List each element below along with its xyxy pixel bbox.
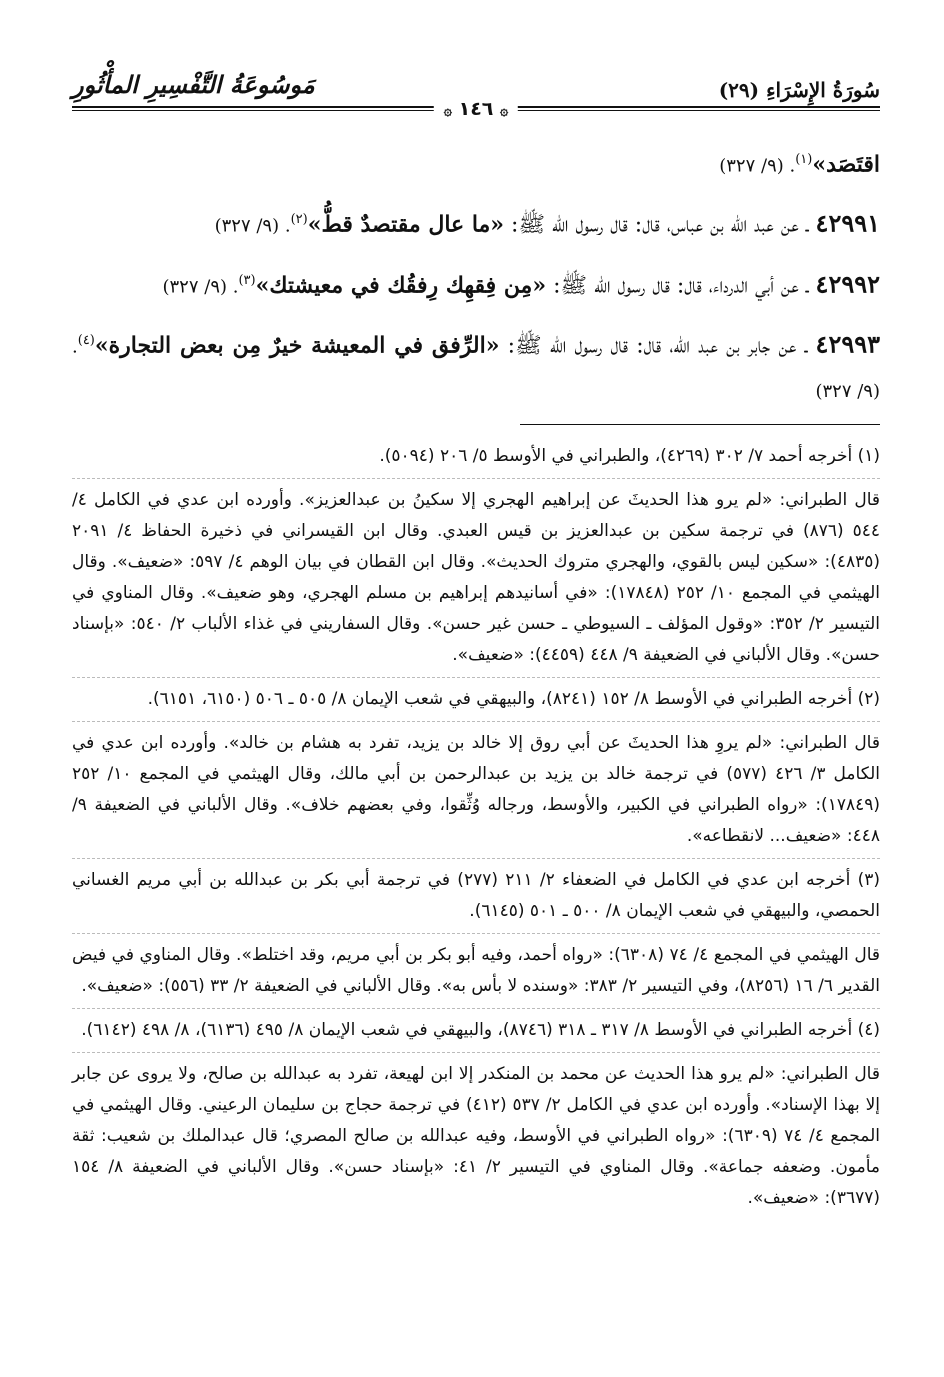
hadith-entry (72, 319, 880, 414)
footnote-commentary: قال الطبراني: «لم يرو هذا الحديث عن محمد بن المنكدر إلا ابن لهيعة، تفرد به عبدالله بن صالح، ولا يروى عن جابر إلا بهذا الإسناد». وأورده ابن عدي في الكامل ٢/ ٥٣٧ (٤١٢) في ترجمة حجاج بن سليمان الرعيني. وقال الهيثمي في المجمع ٤/ ٧٤ (٦٣٠٩): «رواه الطبراني في الأوسط، وفيه عبدالله بن صالح المصري؛ قال عبدالملك بن شعيب: ثقة مأمون. وضعفه جماعة». وقال المناوي في التيسير ٢/ ٤١: «بإسناد حسن». وقال الألباني في الضعيفة ٨/ ١٥٤ (٣٦٧٧): «ضعيف». (72, 1064, 880, 1209)
footnote-source: (٢) أخرجه الطبراني في الأوسط ٨/ ١٥٢ (٨٢٤١)، والبيهقي في شعب الإيمان ٨/ ٥٠٥ ـ ٥٠٦ (٦١٥٠، ٦١٥١). (147, 689, 880, 710)
entry-chain: ـ عن أبي الدرداء، قال: قال رسول الله ﷺ: (546, 272, 816, 298)
footnote-divider (72, 1008, 880, 1009)
footnote-marker: (٢) (290, 212, 308, 228)
hadith-quote: اقتَصَد» (812, 151, 880, 178)
volume-reference: . (٩/ ٣٢٧) (214, 215, 291, 237)
footnote-divider (72, 478, 880, 479)
footnote-marker: (٤) (77, 332, 95, 348)
hadith-entry (72, 198, 880, 248)
footnote-divider (72, 1052, 880, 1053)
footnote-marker: (١) (795, 152, 813, 167)
entry-number: ٤٢٩٩١ (815, 208, 880, 238)
main-text (72, 138, 880, 414)
footnote-divider (72, 858, 880, 859)
volume-reference: . (٩/ ٣٢٧) (162, 275, 239, 297)
book-title: مَوسُوعَةُ التَّفْسِيرِ المأْثُورِ (72, 70, 315, 99)
footnote-commentary: قال الهيثمي في المجمع ٤/ ٧٤ (٦٣٠٨): «رواه أحمد، وفيه أبو بكر بن أبي مريم، وقد اختلط». وقال المناوي في فيض القدير ٦/ ١٦ (٨٢٥٦)، وفي التيسير ٢/ ٣٨٣: «وسنده لا بأس به». وقال الألباني في الضعيفة ٢/ ٣٣ (٥٥٦): «ضعيف». (72, 945, 880, 997)
entry-number: ٤٢٩٩٣ (815, 329, 880, 359)
hadith-entry (72, 259, 880, 309)
hadith-quote: «مِن فِقهِك رِفقُك في معيشتك» (255, 271, 547, 298)
footnote-commentary: قال الطبراني: «لم يروِ هذا الحديثَ عن أبي روق إلا خالد بن يزيد، تفرد به هشام بن خالد». وأورده ابن عدي في الكامل ٣/ ٤٢٦ (٥٧٧) في ترجمة خالد بن يزيد بن عبدالرحمن بن أبي مالك، وقال الهيثمي في المجمع ١٠/ ٢٥٢ (١٧٨٤٩): «رواه الطبراني في الكبير، والأوسط، ورجاله وُثِّقوا، وفي بعضهم خلاف». وقال الألباني في الضعيفة ٩/ ٤٤٨: «ضعيف... لانقطاعه». (72, 733, 880, 847)
running-header (72, 60, 880, 120)
volume-reference: . (٩/ ٣٢٧) (72, 336, 880, 403)
surah-title: سُورَةُ الإِسْرَاءِ (٢٩) (718, 78, 880, 102)
page (72, 60, 880, 1220)
footnote-commentary: قال الطبراني: «لم يرو هذا الحديثَ عن إبراهيم الهجري إلا سكينُ بن عبدالعزيز». وأورده ابن عدي في الكامل ٤/ ٥٤٤ (٨٧٦) في ترجمة سكين بن عبدالعزيز بن قيس العبدي. وقال ابن القيسراني في ذخيرة الحفاظ ٤/ ٢٠٩١ (٤٨٣٥): «سكين ليس بالقوي، والهجري متروك الحديث». وقال ابن القطان في بيان الوهم ٤/ ٥٩٧: «ضعيف». وقال الهيثمي في المجمع ١٠/ ٢٥٢ (١٧٨٤٨): «في أسانيدهم إبراهيم بن مسلم الهجري، وهو ضعيف». وقال المناوي في التيسير ٢/ ٣٥٢: «وقول المؤلف ـ السيوطي ـ حسن غير حسن». وقال السفاريني في غذاء الألباب ٢/ ٥٤٠: «بإسناد حسن». وقال الألباني في الضعيفة ٩/ ٤٤٨ (٤٤٥٩): «ضعيف». (72, 490, 881, 666)
volume-reference: . (٩/ ٣٢٧) (719, 155, 796, 177)
entry-continuation (72, 138, 880, 188)
footnote-marker: (٣) (238, 272, 256, 288)
page-number: ١٤٦ (458, 98, 494, 120)
footnote-source: (١) أخرجه أحمد ٧/ ٣٠٢ (٤٢٦٩)، والطبراني في الأوسط ٥/ ٢٠٦ (٥٠٩٤). (379, 446, 880, 467)
entry-chain: ـ عن جابر بن عبد الله، قال: قال رسول الله ﷺ: (499, 333, 816, 359)
footnote-divider (72, 933, 880, 934)
ornament-icon: ۞ (443, 103, 452, 119)
entry-number: ٤٢٩٩٢ (815, 268, 880, 298)
hadith-quote: «ما عال مقتصدٌ قطُّ» (307, 211, 505, 238)
footnotes (72, 441, 880, 1214)
footnote-separator (520, 424, 880, 425)
footnote-source: (٣) أخرجه ابن عدي في الكامل في الضعفاء ٢/ ٢١١ (٢٧٧) في ترجمة أبي بكر بن عبدالله بن أبي مريم الغساني الحمصي، والبيهقي في شعب الإيمان ٨/ ٥٠٠ ـ ٥٠١ (٦١٤٥). (72, 870, 880, 922)
footnote-divider (72, 677, 880, 678)
ornament-icon: ۞ (500, 103, 509, 119)
footnote-source: (٤) أخرجه الطبراني في الأوسط ٨/ ٣١٧ ـ ٣١٨ (٨٧٤٦)، والبيهقي في شعب الإيمان ٨/ ٤٩٥ (٦١٣٦)، ٨/ ٤٩٨ (٦١٤٢). (81, 1020, 880, 1041)
footnote-divider (72, 721, 880, 722)
entry-chain: ـ عن عبد الله بن عباس، قال: قال رسول الله ﷺ: (504, 212, 816, 238)
page-number-box (434, 98, 518, 120)
hadith-quote: «الرِّفق في المعيشة خيرٌ مِن بعض التجارة» (94, 332, 500, 359)
